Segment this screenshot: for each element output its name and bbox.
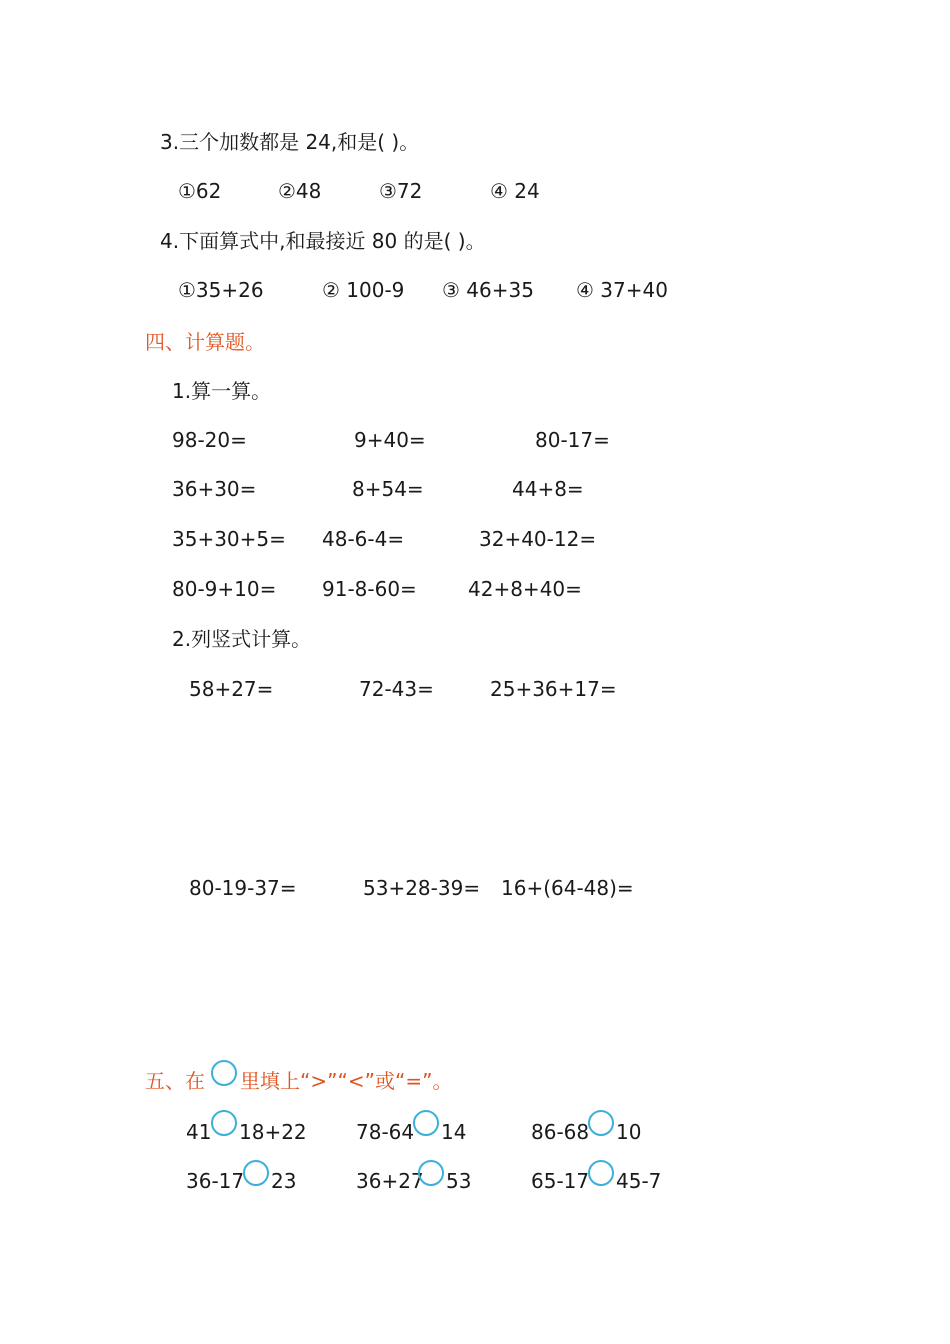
compare-left: 41 xyxy=(186,1120,212,1144)
question-4: 4.下面算式中,和最接近 80 的是( )。 xyxy=(160,229,486,253)
vertical-calc-item: 80-19-37= xyxy=(189,876,297,900)
compare-left: 65-17 xyxy=(531,1169,590,1193)
compare-circle[interactable] xyxy=(588,1110,614,1136)
calc-item: 91-8-60= xyxy=(322,577,417,601)
q4-option-3: ③ 46+35 xyxy=(442,278,534,302)
compare-circle[interactable] xyxy=(211,1110,237,1136)
vertical-calc-item: 72-43= xyxy=(359,677,434,701)
compare-right: 53 xyxy=(446,1169,472,1193)
compare-circle[interactable] xyxy=(243,1160,269,1186)
compare-left: 36+27 xyxy=(356,1169,424,1193)
section-4-part-1-title: 1.算一算。 xyxy=(172,379,272,403)
compare-circle[interactable] xyxy=(418,1160,444,1186)
compare-circle[interactable] xyxy=(588,1160,614,1186)
calc-item: 35+30+5= xyxy=(172,527,286,551)
section-5-title-prefix: 五、在 xyxy=(145,1069,205,1093)
compare-right: 14 xyxy=(441,1120,467,1144)
circle-blank-icon xyxy=(211,1060,237,1086)
calc-item: 80-17= xyxy=(535,428,610,452)
q3-option-1: ①62 xyxy=(178,179,222,203)
compare-right: 45-7 xyxy=(616,1169,662,1193)
calc-item: 9+40= xyxy=(354,428,426,452)
calc-item: 32+40-12= xyxy=(479,527,597,551)
calc-item: 8+54= xyxy=(352,477,424,501)
section-5-title-suffix: 里填上“>”“<”或“=”。 xyxy=(240,1069,453,1093)
calc-item: 42+8+40= xyxy=(468,577,582,601)
vertical-calc-item: 25+36+17= xyxy=(490,677,617,701)
calc-item: 80-9+10= xyxy=(172,577,277,601)
compare-circle[interactable] xyxy=(413,1110,439,1136)
section-4-title: 四、计算题。 xyxy=(145,330,265,354)
section-4-part-2-title: 2.列竖式计算。 xyxy=(172,627,312,651)
vertical-calc-item: 16+(64-48)= xyxy=(501,876,634,900)
q3-option-3: ③72 xyxy=(379,179,423,203)
compare-right: 10 xyxy=(616,1120,642,1144)
compare-left: 36-17 xyxy=(186,1169,245,1193)
question-3: 3.三个加数都是 24,和是( )。 xyxy=(160,130,420,154)
q3-option-2: ②48 xyxy=(278,179,322,203)
calc-item: 48-6-4= xyxy=(322,527,405,551)
calc-item: 36+30= xyxy=(172,477,257,501)
calc-item: 44+8= xyxy=(512,477,584,501)
compare-right: 18+22 xyxy=(239,1120,307,1144)
compare-right: 23 xyxy=(271,1169,297,1193)
q4-option-1: ①35+26 xyxy=(178,278,264,302)
vertical-calc-item: 53+28-39= xyxy=(363,876,481,900)
q4-option-2: ② 100-9 xyxy=(322,278,405,302)
compare-left: 86-68 xyxy=(531,1120,590,1144)
vertical-calc-item: 58+27= xyxy=(189,677,274,701)
compare-left: 78-64 xyxy=(356,1120,415,1144)
q4-option-4: ④ 37+40 xyxy=(576,278,668,302)
calc-item: 98-20= xyxy=(172,428,247,452)
q3-option-4: ④ 24 xyxy=(490,179,540,203)
